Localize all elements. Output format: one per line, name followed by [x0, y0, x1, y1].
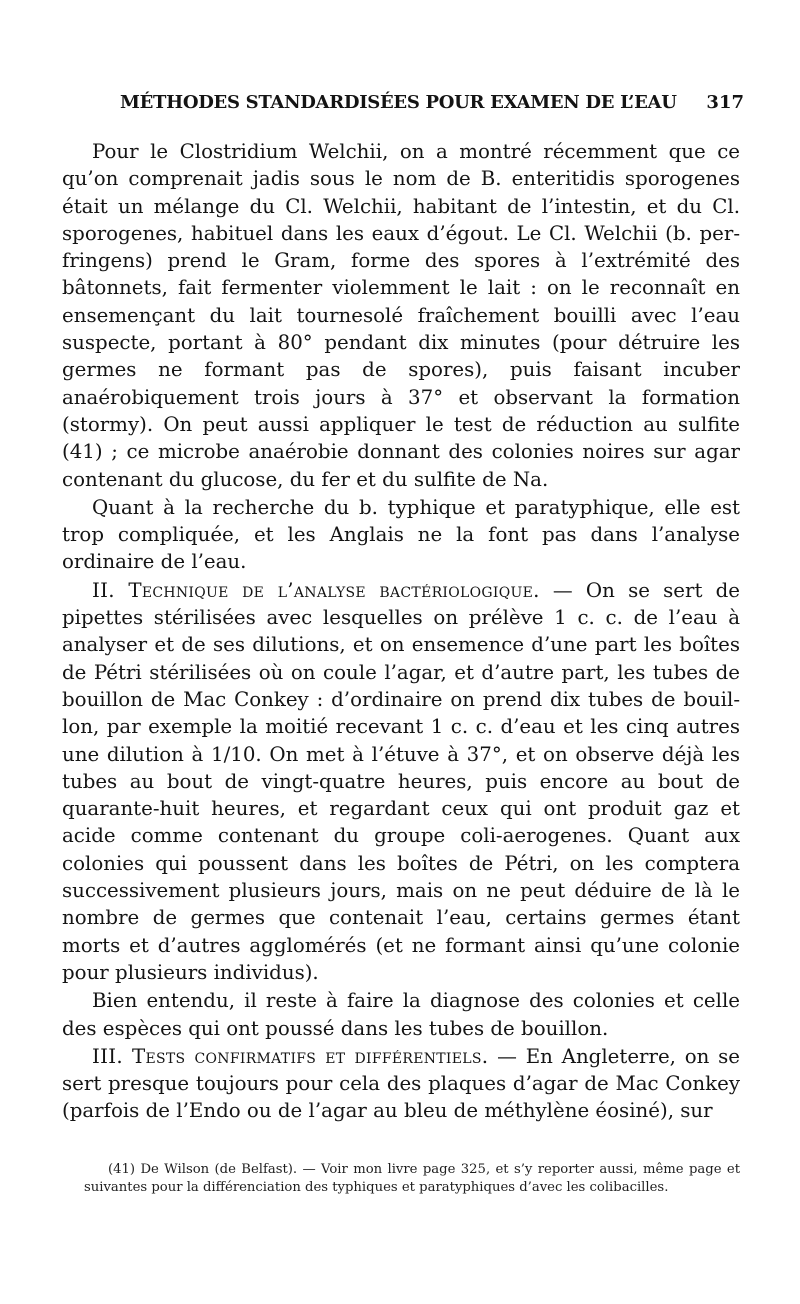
footnote: (41) De Wilson (de Belfast). — Voir mon livre page 325, et s’y reporter aussi, même page et suivantes pour la différenciation des typhiques et paratyphiques d’avec les colibacilles. [84, 1162, 740, 1195]
paragraph-technique [62, 577, 740, 986]
paragraph-diagnose: Bien entendu, il reste à faire la diagnose des colonies et celle des espèces qui ont poussé dans les tubes de bouillon. [62, 989, 740, 1040]
paragraph-clostridium: Pour le Clostridium Welchii, on a montré récemment que ce qu’on comprenait jadis sous le nom de B. enteritidis sporogenes était un mélange du Cl. Welchii, habitant de l’intestin, et du Cl. sporogenes, habituel dans les eaux d’égout. Le Cl. Welchii (b. perfringens) prend le Gram, forme des spores à l’extrémité des bâtonnets, fait fermenter violemment le lait : on le reconnaît en ensemençant du lait tournesolé fraîchement bouilli avec l’eau suspecte, portant à 80° pendant dix minutes (pour détruire les germes ne formant pas de spores), puis faisant incuber anaérobiquement trois jours à 37° et observant la formation (stormy). On peut aussi appliquer le test de réduction au sulfite (41) ; ce microbe anaérobie donnant des colonies noires sur agar contenant du glucose, du fer et du sulfite de Na. [62, 140, 740, 491]
running-head [120, 92, 744, 116]
paragraph-typhique: Quant à la recherche du b. typhique et paratyphique, elle est trop compliquée, et les Anglais ne la font pas dans l’analyse ordinaire de l’eau. [62, 495, 740, 574]
section-heading-technique: II. Technique de l’analyse bactériologique. [92, 578, 540, 602]
body-text [62, 138, 740, 1125]
paragraph-technique-text: — On se sert de pipettes stérilisées avec lesquelles on prélève 1 c. c. de l’eau à analyser et de ses dilutions, et on ensemence d’une part les boîtes de Pétri stérilisées où on coule l’agar, et d’autre part, les tubes de bouillon de Mac Conkey : d’ordinaire on prend dix tubes de bouillon, par exemple la moitié recevant 1 c. c. d’eau et les cinq autres une dilution à 1/10. On met à l’étuve à 37°, et on observe déjà les tubes au bout de vingt-quatre heures, puis encore au bout de quarante-huit heures, et regardant ceux qui ont produit gaz et acide comme contenant du groupe coli-aerogenes. Quant aux colonies qui poussent dans les boîtes de Pétri, on les comptera successivement plusieurs jours, mais on ne peut déduire de là le nombre de germes que contenait l’eau, certains germes étant morts et d’autres agglomérés (et ne formant ainsi qu’une colonie pour plusieurs individus). [62, 578, 740, 984]
paragraph-tests [62, 1043, 740, 1125]
running-title: MÉTHODES STANDARDISÉES POUR EXAMEN DE L’EAU [120, 92, 677, 113]
paragraph-tests-text: — En Angleterre, on se sert presque toujours pour cela des plaques d’agar de Mac Conkey (parfois de l’Endo ou de l’agar au bleu de méthylène éosiné), sur [62, 1044, 740, 1123]
section-heading-tests: III. Tests confirmatifs et différentiels. [92, 1044, 489, 1068]
page-number: 317 [706, 92, 744, 113]
